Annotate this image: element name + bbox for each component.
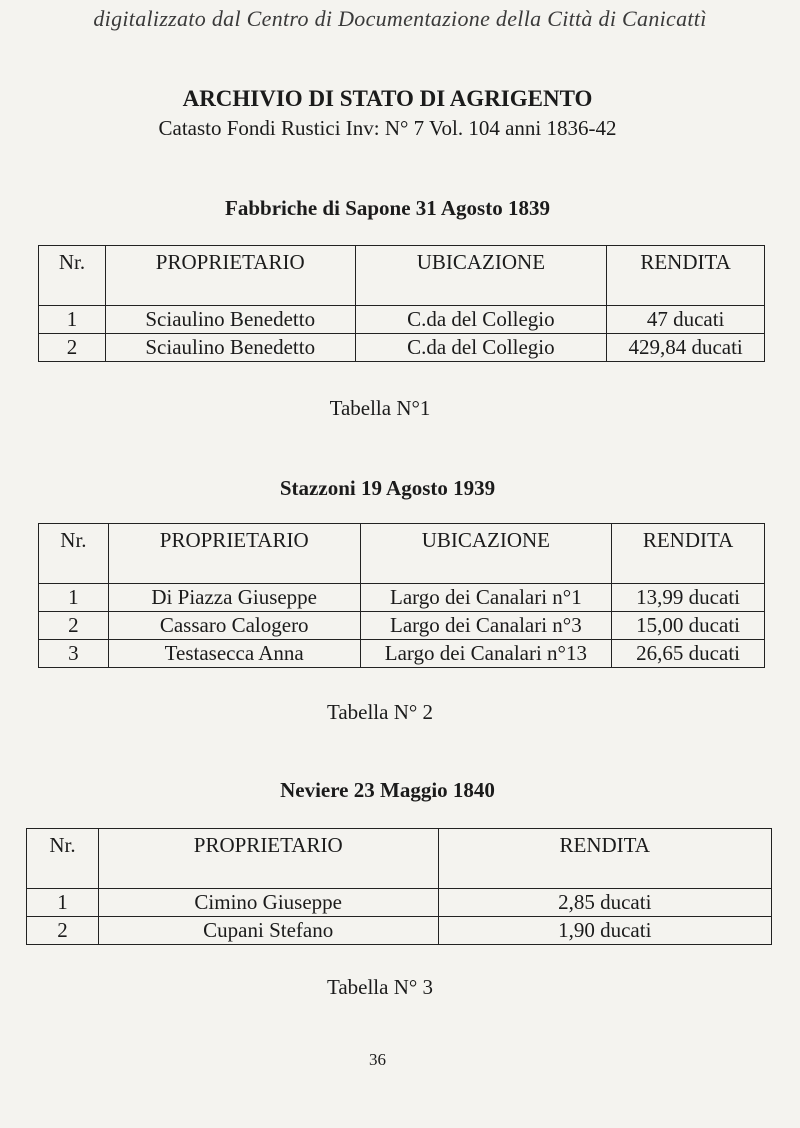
table-cell: 13,99 ducati (612, 584, 765, 612)
table-cell: Cassaro Calogero (108, 612, 360, 640)
table-cell: Largo dei Canalari n°1 (360, 584, 612, 612)
table-cell: Di Piazza Giuseppe (108, 584, 360, 612)
table-cell: 47 ducati (607, 306, 765, 334)
table-cell: Sciaulino Benedetto (105, 334, 355, 362)
table1-header-row (39, 246, 765, 306)
table2-title: Stazzoni 19 Agosto 1939 (279, 476, 496, 500)
table-cell: Sciaulino Benedetto (105, 306, 355, 334)
table-cell: Cimino Giuseppe (98, 889, 438, 917)
table1 (38, 245, 765, 362)
table-cell: C.da del Collegio (355, 334, 607, 362)
table-cell: 429,84 ducati (607, 334, 765, 362)
table2-header-ubicazione: UBICAZIONE (360, 524, 612, 584)
table-cell: 1 (27, 889, 99, 917)
table-row (39, 584, 765, 612)
archive-subtitle: Catasto Fondi Rustici Inv: N° 7 Vol. 104 anni 1836-42 (158, 116, 617, 140)
table-cell: Largo dei Canalari n°3 (360, 612, 612, 640)
table-row (27, 889, 772, 917)
table-cell: Testasecca Anna (108, 640, 360, 668)
table1-header-rendita: RENDITA (607, 246, 765, 306)
table-row (39, 334, 765, 362)
table2-header-proprietario: PROPRIETARIO (108, 524, 360, 584)
table-cell: 2 (39, 612, 109, 640)
table2-header-nr: Nr. (39, 524, 109, 584)
table-cell: 1 (39, 584, 109, 612)
table3 (26, 828, 772, 945)
table-row (39, 306, 765, 334)
table3-title: Neviere 23 Maggio 1840 (280, 778, 495, 802)
table-cell: 2 (39, 334, 106, 362)
table-cell: C.da del Collegio (355, 306, 607, 334)
table1-header-proprietario: PROPRIETARIO (105, 246, 355, 306)
table-cell: 2,85 ducati (438, 889, 772, 917)
table-cell: Largo dei Canalari n°13 (360, 640, 612, 668)
table2 (38, 523, 765, 668)
table-cell: 1 (39, 306, 106, 334)
table1-title: Fabbriche di Sapone 31 Agosto 1839 (225, 196, 550, 220)
table-row (39, 640, 765, 668)
table-cell: 1,90 ducati (438, 917, 772, 945)
table-cell: Cupani Stefano (98, 917, 438, 945)
table3-header-row (27, 829, 772, 889)
table3-header-nr: Nr. (27, 829, 99, 889)
table3-header-proprietario: PROPRIETARIO (98, 829, 438, 889)
table-cell: 2 (27, 917, 99, 945)
table-cell: 15,00 ducati (612, 612, 765, 640)
table3-header-rendita: RENDITA (438, 829, 772, 889)
watermark-text: digitalizzato dal Centro di Documentazione della Città di Canicattì (93, 6, 707, 31)
archive-title: ARCHIVIO DI STATO DI AGRIGENTO (182, 86, 593, 111)
table-cell: 3 (39, 640, 109, 668)
table2-header-row (39, 524, 765, 584)
table1-caption: Tabella N°1 (329, 396, 431, 420)
table1-header-nr: Nr. (39, 246, 106, 306)
table-row (39, 612, 765, 640)
table3-caption: Tabella N° 3 (326, 975, 434, 999)
table2-caption: Tabella N° 2 (326, 700, 434, 724)
table-cell: 26,65 ducati (612, 640, 765, 668)
page-number: 36 (369, 1050, 386, 1069)
table-row (27, 917, 772, 945)
table1-header-ubicazione: UBICAZIONE (355, 246, 607, 306)
table2-header-rendita: RENDITA (612, 524, 765, 584)
